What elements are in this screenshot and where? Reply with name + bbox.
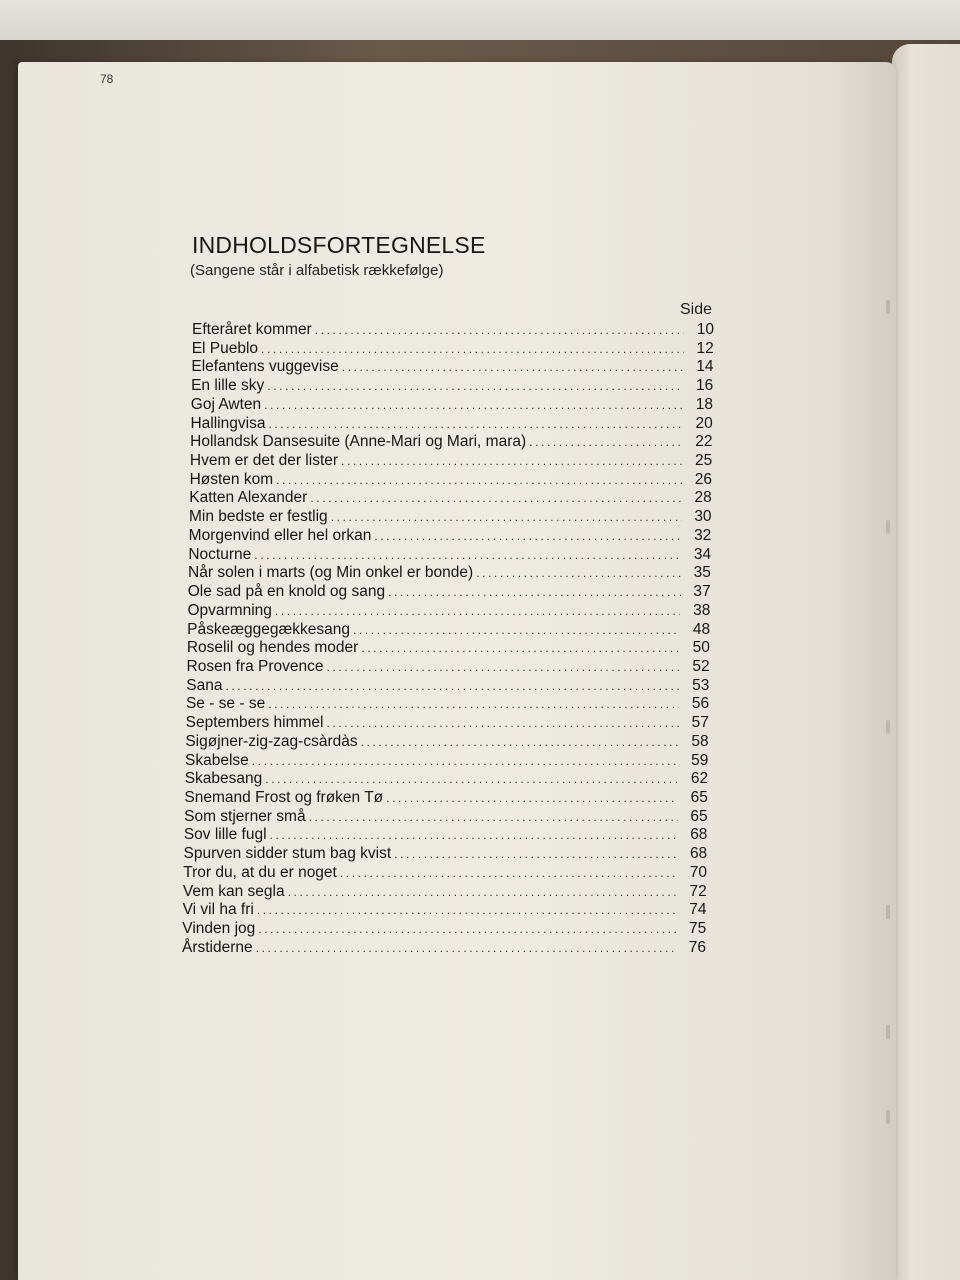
dot-leader <box>394 847 677 861</box>
entry-title: Efteråret kommer <box>192 321 312 338</box>
dot-leader <box>331 510 682 524</box>
page-column-header: Side <box>680 301 713 318</box>
toc-entry <box>188 583 711 603</box>
entry-page-number: 75 <box>688 920 707 938</box>
page-title: INDHOLDSFORTEGNELSE <box>192 232 486 258</box>
entry-title: Hollandsk Dansesuite (Anne-Mari og Mari, mara) <box>190 433 527 451</box>
entry-title: Goj Awten <box>190 395 262 413</box>
toc-entry <box>186 677 709 697</box>
entry-title: Høsten kom <box>189 470 274 488</box>
toc-entry <box>187 621 710 641</box>
entry-page-number: 65 <box>690 789 708 806</box>
dot-leader <box>374 529 681 543</box>
entry-page-number: 48 <box>692 620 711 638</box>
entry-title: Skabesang <box>184 770 263 788</box>
dot-leader <box>361 735 679 749</box>
toc-entry <box>183 901 707 921</box>
dot-leader <box>258 922 676 936</box>
dot-leader <box>326 716 678 730</box>
entry-title: Nocturne <box>188 545 252 563</box>
toc-entry <box>190 452 712 472</box>
entry-title: Rosen fra Provence <box>186 657 324 675</box>
page-subtitle: (Sangene står i alfabetisk rækkefølge) <box>190 262 444 279</box>
entry-page-number: 76 <box>688 938 706 956</box>
toc-entry <box>191 396 713 416</box>
dot-leader <box>327 660 680 674</box>
entry-title: Når solen i marts (og Min onkel er bonde) <box>188 564 474 582</box>
dot-leader <box>261 342 684 356</box>
toc-entry <box>189 527 712 547</box>
toc-entry <box>186 695 709 715</box>
dot-leader <box>386 791 678 805</box>
dot-leader <box>288 885 677 899</box>
dot-leader <box>267 379 683 393</box>
entry-page-number: 68 <box>689 845 708 863</box>
toc-entry <box>187 602 710 622</box>
toc-entry <box>185 770 708 790</box>
dot-leader <box>388 585 681 599</box>
toc-entry <box>191 358 713 378</box>
entry-title: Ole sad på en knold og sang <box>187 583 386 601</box>
toc-entry <box>182 939 706 959</box>
dot-leader <box>529 435 682 449</box>
entry-page-number: 65 <box>690 807 708 825</box>
dot-leader <box>342 360 684 374</box>
entry-title: Se - se - se <box>185 695 266 713</box>
entry-page-number: 25 <box>695 452 713 470</box>
toc-entry <box>186 714 709 734</box>
toc-entry <box>189 508 712 528</box>
entry-title: Opvarmning <box>187 601 272 619</box>
entry-page-number: 20 <box>695 414 713 432</box>
entry-title: Katten Alexander <box>189 489 308 507</box>
entry-page-number: 30 <box>694 508 712 526</box>
dot-leader <box>257 903 677 917</box>
entry-page-number: 57 <box>691 714 709 732</box>
dot-leader <box>476 566 681 580</box>
dot-leader <box>268 417 682 431</box>
dot-leader <box>252 754 679 768</box>
entry-page-number: 62 <box>690 770 709 788</box>
entry-title: Vi vil ha fri <box>182 901 254 919</box>
entry-page-number: 26 <box>694 470 713 488</box>
entry-title: Som stjerner små <box>184 807 306 825</box>
entry-page-number: 50 <box>692 639 710 657</box>
dot-leader <box>256 941 676 955</box>
dot-leader <box>353 623 680 637</box>
entry-title: Hvem er det der lister <box>189 452 339 470</box>
entry-title: Morgenvind eller hel orkan <box>188 526 372 544</box>
entry-title: Elefantens vuggevise <box>191 358 339 376</box>
entry-page-number: 32 <box>694 526 712 544</box>
dot-leader <box>275 604 680 618</box>
dot-leader <box>309 810 678 824</box>
toc-entry <box>188 546 711 566</box>
toc-entry <box>184 808 708 828</box>
entry-page-number: 35 <box>693 564 711 582</box>
entry-page-number: 22 <box>695 433 713 451</box>
entry-title: Tror du, at du er noget <box>183 863 337 881</box>
toc-entry <box>192 321 714 341</box>
entry-page-number: 12 <box>696 339 714 357</box>
entry-title: Sigøjner-zig-zag-csàrdàs <box>185 732 358 750</box>
toc-entry <box>184 789 708 809</box>
dot-leader <box>254 548 681 562</box>
entry-title: Spurven sidder stum bag kvist <box>183 845 392 863</box>
entry-page-number: 38 <box>693 601 711 619</box>
toc-entry <box>190 471 712 491</box>
dot-leader <box>315 323 684 337</box>
toc-entry <box>183 864 707 884</box>
toc-entry <box>190 433 712 453</box>
entry-page-number: 72 <box>689 882 707 900</box>
entry-page-number: 59 <box>691 751 709 769</box>
dot-leader <box>341 454 682 468</box>
toc-entry <box>184 826 708 846</box>
entry-page-number: 68 <box>690 826 708 844</box>
toc-entry <box>185 752 708 772</box>
dot-leader <box>268 697 679 711</box>
toc-entry <box>184 845 708 865</box>
entry-title: Sov lille fugl <box>183 826 267 844</box>
page-number: 78 <box>100 72 114 86</box>
dot-leader <box>264 398 683 412</box>
entry-title: Sana <box>186 676 223 694</box>
entry-page-number: 10 <box>696 321 714 338</box>
toc-entry <box>183 883 707 903</box>
dot-leader <box>310 491 681 505</box>
entry-page-number: 56 <box>691 695 710 713</box>
entry-page-number: 74 <box>689 901 707 919</box>
entry-page-number: 14 <box>696 358 714 376</box>
toc-entry <box>185 733 708 753</box>
entry-title: Årstiderne <box>182 938 253 956</box>
entry-page-number: 52 <box>692 657 710 675</box>
entry-page-number: 37 <box>693 583 711 601</box>
entry-title: Vinden jog <box>182 920 256 938</box>
entry-page-number: 58 <box>691 732 709 750</box>
entry-page-number: 34 <box>693 545 712 563</box>
toc-entry <box>192 340 714 360</box>
entry-title: Septembers himmel <box>185 714 324 732</box>
toc-entry <box>190 415 712 435</box>
toc-entry <box>188 564 711 584</box>
toc-entry <box>191 377 713 397</box>
entry-title: Hallingvisa <box>190 414 266 432</box>
entry-title: Skabelse <box>185 751 249 769</box>
entry-title: Påskeæggegækkesang <box>187 620 350 638</box>
toc-entry <box>182 920 706 940</box>
toc-entry <box>187 658 710 678</box>
toc-entry <box>189 489 712 509</box>
entry-title: Vem kan segla <box>182 882 285 900</box>
entry-title: Min bedste er festlig <box>188 508 328 526</box>
dot-leader <box>340 866 677 880</box>
entry-title: Roselil og hendes moder <box>186 639 359 657</box>
entry-page-number: 18 <box>695 395 714 413</box>
dot-leader <box>276 473 682 487</box>
dot-leader <box>361 641 680 655</box>
toc-entry <box>187 639 710 659</box>
dot-leader <box>265 772 678 786</box>
entry-page-number: 53 <box>692 676 710 694</box>
entry-title: En lille sky <box>191 377 265 395</box>
entry-page-number: 28 <box>694 489 712 507</box>
dot-leader <box>225 679 679 693</box>
entry-title: Snemand Frost og frøken Tø <box>184 789 384 806</box>
entry-page-number: 70 <box>689 863 707 881</box>
dot-leader <box>270 828 678 842</box>
entry-title: El Pueblo <box>191 339 259 357</box>
entry-page-number: 16 <box>696 377 714 395</box>
